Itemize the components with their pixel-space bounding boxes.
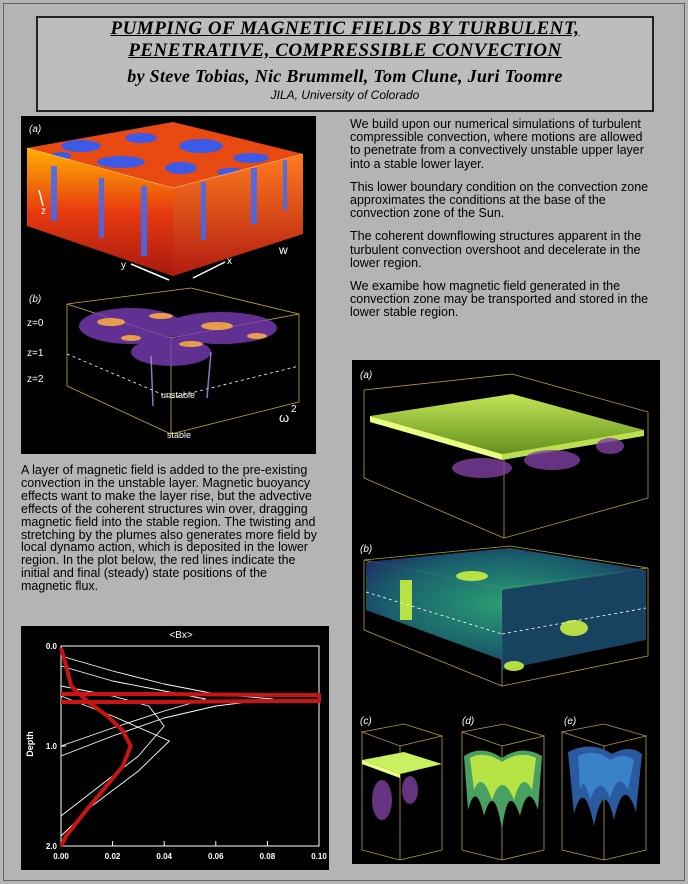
z2-label: z=2 (27, 374, 44, 385)
z0-label: z=0 (27, 318, 44, 329)
omega-label: ω (279, 410, 290, 425)
x-tick-label: 0.00 (53, 852, 69, 861)
right-figure-panel (352, 360, 660, 864)
x-tick-label: 0.08 (259, 852, 276, 861)
x-tick-label: 0.06 (208, 852, 224, 861)
x-tick-label: 0.02 (104, 852, 121, 861)
left-figure-panel (21, 116, 316, 454)
bx-depth-chart (21, 626, 329, 870)
panel-b-label: (b) (29, 294, 42, 305)
variable-w-label: w (279, 243, 288, 257)
intro-paragraph-4: We examibe how magnetic field generated in the convection zone may be transported and stored in the lower stable region. (350, 279, 649, 320)
intro-text (350, 118, 656, 330)
magnetic-layer-text: A layer of magnetic field is added to the pre-existing convection in the unstable layer. Magnetic buoyancy effects want to make the layer rise, but the advective effects of the coherent structures win over, dragging magnetic field into the stable region. The twisting and stretching by the plumes also generates more field by local dynamo action, which is deposited in the lower region. In the plot below, the red lines indicate the initial and final (steady) state positions of the magnetic flux. (21, 463, 317, 594)
convection-simulation-figure (21, 116, 316, 454)
right-panel-a-label: (a) (360, 370, 373, 381)
y-tick-label: 0.0 (45, 642, 57, 651)
right-panel-c-label: (c) (360, 716, 372, 727)
unstable-label: unstable (161, 390, 196, 400)
y-tick-label: 2.0 (45, 842, 57, 851)
title-line-1: PUMPING OF MAGNETIC FIELDS BY TURBULENT, (110, 18, 580, 39)
intermediate-flux-profile (61, 686, 164, 816)
x-tick-label: 0.04 (156, 852, 172, 861)
initial-flux-profile (61, 694, 319, 702)
x-tick-label: 0.10 (311, 852, 327, 861)
y-tick-label: 1.0 (45, 742, 57, 751)
intermediate-flux-profile (61, 696, 169, 836)
intro-paragraph-3: The coherent downflowing structures apparent in the turbulent convection overshoot and decelerate in the lower region. (350, 229, 642, 270)
chart-title: <Bx> (169, 630, 193, 641)
plot-frame (61, 646, 319, 846)
magnetic-field-simulation-figure (352, 360, 660, 864)
right-panel-d-label: (d) (462, 716, 475, 727)
axis-x-label: x (227, 256, 232, 267)
chart-ylabel: Depth (25, 731, 35, 757)
intro-paragraph-2: This lower boundary condition on the convection zone approximates the conditions at the base of the convection zone of the Sun. (350, 179, 649, 221)
title-line-2: PENETRATIVE, COMPRESSIBLE CONVECTION (128, 40, 562, 61)
omega-superscript: 2 (291, 404, 297, 415)
final-flux-profile (61, 648, 131, 846)
bx-depth-chart-panel (21, 626, 329, 870)
authors: by Steve Tobias, Nic Brummell, Tom Clune, Juri Toomre (127, 66, 563, 86)
title-box (36, 16, 654, 112)
affiliation: JILA, University of Colorado (270, 88, 420, 102)
intermediate-flux-profile (61, 666, 205, 746)
right-panel-e-label: (e) (564, 716, 577, 727)
intro-paragraph-1: We build upon our numerical simulations of turbulent compressible convection, where motions are allowed to penetrate from a convectively unstable upper layer into a stable lower layer. (350, 117, 644, 171)
axis-y-label: y (121, 260, 126, 271)
stable-label: stable (167, 430, 192, 440)
panel-a-label: (a) (29, 124, 42, 135)
right-panel-b-label: (b) (360, 544, 373, 555)
z1-label: z=1 (27, 348, 44, 359)
axis-z-label: z (41, 206, 46, 217)
